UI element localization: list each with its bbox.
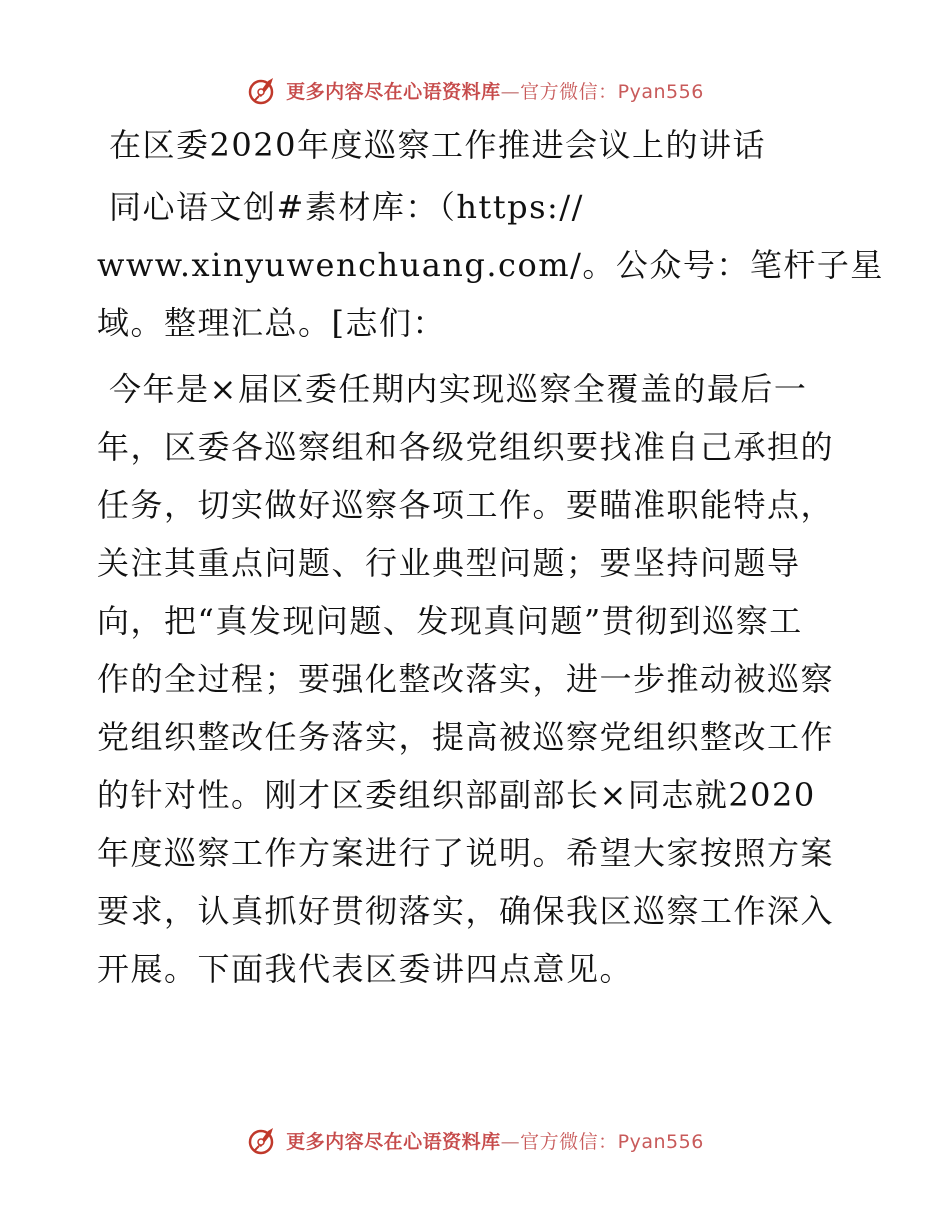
footer-dash: — [500,1130,521,1153]
paragraph-line: 向，把“真发现问题、发现真问题”贯彻到巡察工 [97,602,803,640]
paragraph-line: 作的全过程；要强化整改落实，进一步推动被巡察 [97,660,835,698]
paragraph-line: 关注其重点问题、行业典型问题；要坚持问题导 [97,544,801,582]
paragraph-line: 年度巡察工作方案进行了说明。希望大家按照方案 [97,834,835,872]
paragraph-line: 年，区委各巡察组和各级党组织要找准自己承担的 [97,428,835,466]
footer-banner [0,1120,950,1160]
document-title: 在区委2020年度巡察工作推进会议上的讲话 [109,126,766,164]
source-line: 同心语文创#素材库：（https:// [109,188,584,226]
document-body [97,122,884,992]
paragraph-line: 开展。下面我代表区委讲四点意见。 [97,950,634,988]
header-dash: — [500,80,521,103]
quill-logo-icon [246,1123,280,1157]
source-line: 域。整理汇总。[志们： [97,304,446,342]
header-promo-text: 更多内容尽在心语资料库 [286,80,501,103]
source-line: www.xinyuwenchuang.com/。公众号：笔杆子星 [97,246,884,284]
paragraph-line: 今年是×届区委任期内实现巡察全覆盖的最后一 [109,370,808,408]
paragraph-line: 要求，认真抓好贯彻落实，确保我区巡察工作深入 [97,892,835,930]
footer-promo-text: 更多内容尽在心语资料库 [286,1130,501,1153]
paragraph-line: 任务，切实做好巡察各项工作。要瞄准职能特点， [97,486,835,524]
footer-wechat-text: 官方微信：Pyan556 [520,1130,704,1153]
header-wechat-text: 官方微信：Pyan556 [520,80,704,103]
footer-banner-content [246,1123,704,1157]
header-banner [0,70,950,110]
quill-logo-icon [246,73,280,107]
header-banner-text [286,77,704,104]
footer-banner-text [286,1127,704,1154]
paragraph-line: 党组织整改任务落实，提高被巡察党组织整改工作 [97,718,835,756]
header-banner-content [246,73,704,107]
body-paragraph [97,366,857,992]
paragraph-line: 的针对性。刚才区委组织部副部长×同志就2020 [97,776,816,814]
